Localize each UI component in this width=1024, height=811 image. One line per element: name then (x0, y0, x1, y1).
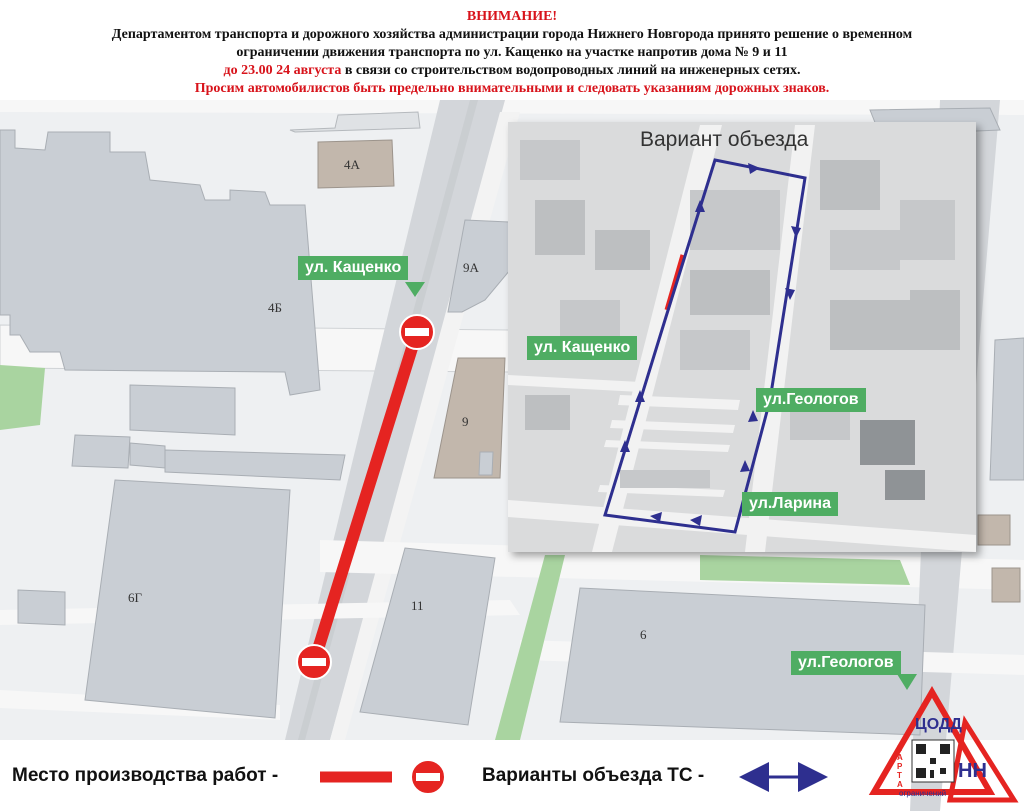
building-label-9a: 9А (463, 260, 479, 275)
no-entry-sign-icon (400, 315, 434, 349)
no-entry-sign-icon (411, 760, 445, 794)
street-label-geologov-main: ул.Геологов (791, 651, 901, 675)
notice-line-2: ограничении движения транспорта по ул. Кащенко на участке напротив дома № 9 и 11 (236, 45, 788, 60)
notice-title: ВНИМАНИЕ! (466, 9, 558, 24)
street-label-geologov-inset: ул.Геологов (756, 388, 866, 412)
building-label-6g: 6Г (128, 590, 143, 605)
detour-title: Вариант объезда (640, 128, 809, 151)
logo-vertical-text: КАРТА (897, 744, 903, 789)
legend-detour-label: Варианты объезда ТС - (482, 765, 705, 786)
notice-warning: Просим автомобилистов быть предельно внимательными и следовать указаниям дорожных знаков. (194, 81, 830, 96)
legend-works-label: Место производства работ - (12, 765, 279, 786)
building-label-11: 11 (411, 598, 424, 613)
street-label-larina-inset: ул.Ларина (742, 492, 838, 516)
street-label-kashchenko-inset: ул. Кащенко (527, 336, 637, 360)
notice-header (0, 8, 1024, 98)
notice-reason: в связи со строительством водопроводных линий на инженерных сетях. (341, 63, 801, 78)
notice-line-1: Департаментом транспорта и дорожного хозяйства администрации города Нижнего Новгорода принято решение о временном (111, 27, 913, 42)
notice-line-3 (0, 62, 1024, 80)
logo-city: НН (958, 760, 987, 782)
logo-name: ЦОДД (915, 716, 962, 733)
street-label-kashchenko-main: ул. Кащенко (298, 256, 408, 280)
building-label-6: 6 (640, 627, 647, 642)
notice-date: до 23.00 24 августа (223, 63, 342, 78)
logo-bottom-text: ограничений (899, 789, 947, 798)
no-entry-sign-icon (297, 645, 331, 679)
building-label-4a: 4А (344, 157, 360, 172)
building-label-4b: 4Б (268, 300, 282, 315)
street-map (0, 100, 1024, 811)
building-label-9: 9 (462, 414, 469, 429)
